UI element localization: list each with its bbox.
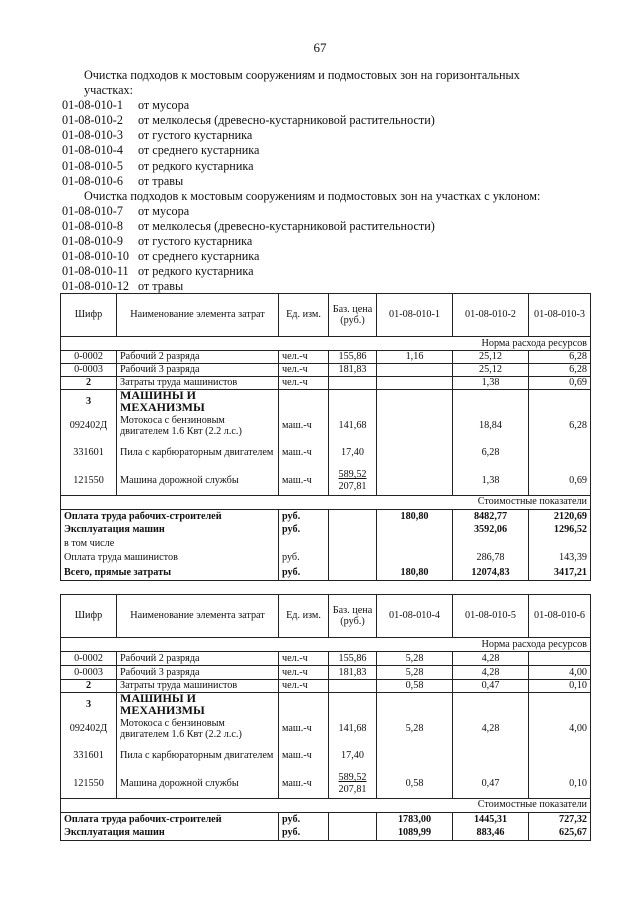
cell-value: 180,80 (377, 509, 453, 523)
item-code: 01-08-010-9 (62, 234, 123, 249)
cell-unit: чел.-ч (279, 351, 329, 364)
cell-value: 3592,06 (453, 523, 529, 537)
resource-table-2 (60, 594, 591, 841)
cell-value (453, 693, 529, 717)
cell-unit: маш.-ч (279, 716, 329, 742)
table-row (61, 523, 591, 537)
cell-value (529, 390, 591, 414)
cell-unit: маш.-ч (279, 439, 329, 467)
table-row (61, 364, 591, 377)
list-item (62, 98, 602, 113)
cell-value: 6,28 (529, 364, 591, 377)
cell-code: 0-0003 (61, 364, 117, 377)
cell-code: 2 (61, 377, 117, 390)
cell-price: 181,83 (329, 364, 377, 377)
price-top: 589,52 (338, 772, 367, 784)
cell-price: 17,40 (329, 439, 377, 467)
table-row (61, 550, 591, 565)
cell-code: 0-0002 (61, 652, 117, 666)
cell-name: Оплата труда рабочих-строителей (61, 812, 279, 826)
cell-value: 6,28 (529, 351, 591, 364)
cell-value (377, 693, 453, 717)
table-row (61, 439, 591, 467)
cell-unit: руб. (279, 523, 329, 537)
item-code: 01-08-010-1 (62, 98, 123, 113)
cell-code: 121550 (61, 467, 117, 495)
cell-name: Мотокоса с бензиновым двигателем 1.6 Квт (2.2 л.с.) (117, 716, 279, 742)
cell-name: Пила с карбюраторным двигателем (117, 742, 279, 770)
cell-value: 1,38 (453, 467, 529, 495)
cell-price (329, 523, 377, 537)
cell-value: 625,67 (529, 826, 591, 840)
resource-table-1 (60, 293, 591, 581)
cell-unit: руб. (279, 565, 329, 580)
item-text: от густого кустарника (138, 234, 253, 249)
section1-heading-cont: участках: (84, 83, 133, 98)
table-row (61, 337, 591, 351)
item-text: от редкого кустарника (138, 158, 254, 173)
cell-value: 18,84 (453, 413, 529, 439)
cell-price (329, 693, 377, 717)
item-text: от мелколесья (древесно-кустарниковой растительности) (138, 218, 435, 233)
list-item (62, 234, 602, 249)
norm-header: Норма расхода ресурсов (61, 337, 591, 351)
cell-price (329, 565, 377, 580)
cell-value: 4,00 (529, 666, 591, 680)
cell-unit: маш.-ч (279, 467, 329, 495)
cell-value: 0,10 (529, 770, 591, 798)
cell-name: Затраты труда машинистов (117, 377, 279, 390)
item-code: 01-08-010-4 (62, 143, 123, 158)
col-price-header: Баз. цена (руб.) (329, 595, 377, 638)
cell-value (453, 390, 529, 414)
cell-value (529, 439, 591, 467)
table-row (61, 693, 591, 717)
cell-price: 181,83 (329, 666, 377, 680)
cell-value: 0,69 (529, 467, 591, 495)
table-header-row (61, 294, 591, 337)
cell-value (377, 537, 453, 550)
table-row (61, 509, 591, 523)
list-item (62, 204, 602, 219)
item-text: от мусора (138, 98, 190, 113)
cell-name: Оплата труда машинистов (61, 550, 279, 565)
cell-value: 0,47 (453, 680, 529, 693)
table-row (61, 537, 591, 550)
cell-code: 092402Д (61, 716, 117, 742)
col-rate-header: 01-08-010-6 (529, 595, 591, 638)
cell-value: 5,28 (377, 716, 453, 742)
table-row (61, 565, 591, 580)
price-top: 589,52 (338, 469, 367, 481)
cell-value (377, 742, 453, 770)
cell-value: 4,28 (453, 652, 529, 666)
table-row (61, 652, 591, 666)
cell-name: МАШИНЫ И МЕХАНИЗМЫ (117, 693, 279, 717)
table-row (61, 666, 591, 680)
cell-value: 12074,83 (453, 565, 529, 580)
list-item (62, 174, 602, 189)
table-header-row (61, 595, 591, 638)
cell-name: Эксплуатация машин (61, 826, 279, 840)
col-code-header: Шифр (61, 595, 117, 638)
cell-price (329, 377, 377, 390)
section2-heading: Очистка подходов к мостовым сооружениям и подмостовых зон на участках с уклоном: (84, 188, 541, 203)
list-item (62, 219, 602, 234)
item-code: 01-08-010-6 (62, 173, 123, 188)
item-text: от мусора (138, 203, 190, 218)
cell-name: Рабочий 3 разряда (117, 364, 279, 377)
table-row (61, 638, 591, 652)
cell-value: 6,28 (453, 439, 529, 467)
cell-price (329, 509, 377, 523)
col-unit-header: Ед. изм. (279, 294, 329, 337)
cell-value: 0,47 (453, 770, 529, 798)
list-item (62, 264, 602, 279)
cell-name: Мотокоса с бензиновым двигателем 1.6 Квт (2.2 л.с.) (117, 413, 279, 439)
cell-name: Всего, прямые затраты (61, 565, 279, 580)
list-item (62, 128, 602, 143)
cell-unit (279, 537, 329, 550)
cell-unit: чел.-ч (279, 652, 329, 666)
price-bottom: 207,81 (338, 480, 367, 492)
cell-value (377, 439, 453, 467)
cell-unit: чел.-ч (279, 680, 329, 693)
table-row (61, 413, 591, 439)
cell-value: 4,00 (529, 716, 591, 742)
norm-header: Норма расхода ресурсов (61, 638, 591, 652)
item-text: от густого кустарника (138, 128, 253, 143)
cell-code: 0-0002 (61, 351, 117, 364)
cell-value (377, 377, 453, 390)
cell-name: Машина дорожной службы (117, 770, 279, 798)
cell-code: 3 (61, 390, 117, 414)
table-row (61, 812, 591, 826)
cell-price: 141,68 (329, 716, 377, 742)
item-code: 01-08-010-5 (62, 158, 123, 173)
cell-value (377, 390, 453, 414)
cell-value: 1296,52 (529, 523, 591, 537)
col-rate-header: 01-08-010-4 (377, 595, 453, 638)
col-name-header: Наименование элемента затрат (117, 294, 279, 337)
cell-value: 8482,77 (453, 509, 529, 523)
table-row (61, 495, 591, 509)
cell-value: 0,69 (529, 377, 591, 390)
cell-value: 1,16 (377, 351, 453, 364)
cell-name: МАШИНЫ И МЕХАНИЗМЫ (117, 390, 279, 414)
list-item (62, 113, 602, 128)
cell-price: 155,86 (329, 351, 377, 364)
cell-value: 727,32 (529, 812, 591, 826)
list-item (62, 159, 602, 174)
cell-price (329, 770, 377, 798)
item-code: 01-08-010-2 (62, 113, 123, 128)
item-code: 01-08-010-12 (62, 279, 130, 294)
item-text: от травы (138, 173, 184, 188)
cell-name: Рабочий 3 разряда (117, 666, 279, 680)
col-unit-header: Ед. изм. (279, 595, 329, 638)
cell-price: 141,68 (329, 413, 377, 439)
cell-value: 5,28 (377, 666, 453, 680)
cell-unit: руб. (279, 812, 329, 826)
col-rate-header: 01-08-010-3 (529, 294, 591, 337)
cell-code: 331601 (61, 742, 117, 770)
cell-value (529, 537, 591, 550)
cell-code: 092402Д (61, 413, 117, 439)
item-code: 01-08-010-7 (62, 203, 123, 218)
cell-price (329, 550, 377, 565)
cell-value: 286,78 (453, 550, 529, 565)
cell-value: 143,39 (529, 550, 591, 565)
cell-name: Оплата труда рабочих-строителей (61, 509, 279, 523)
list-item (62, 249, 602, 264)
cell-unit: руб. (279, 550, 329, 565)
col-code-header: Шифр (61, 294, 117, 337)
cell-price (329, 812, 377, 826)
cell-value (529, 693, 591, 717)
cell-code: 2 (61, 680, 117, 693)
cell-price (329, 680, 377, 693)
cell-value: 180,80 (377, 565, 453, 580)
cell-unit: маш.-ч (279, 413, 329, 439)
cell-code: 3 (61, 693, 117, 717)
cell-unit: руб. (279, 509, 329, 523)
item-text: от среднего кустарника (138, 249, 260, 264)
item-code: 01-08-010-10 (62, 249, 130, 264)
cell-unit: руб. (279, 826, 329, 840)
table-row (61, 390, 591, 414)
cell-value (453, 537, 529, 550)
cell-value: 4,28 (453, 716, 529, 742)
cell-value: 4,28 (453, 666, 529, 680)
cell-value: 5,28 (377, 652, 453, 666)
cell-value (377, 467, 453, 495)
cell-price: 155,86 (329, 652, 377, 666)
table-row (61, 742, 591, 770)
cell-value (377, 364, 453, 377)
section1-heading: Очистка подходов к мостовым сооружениям и подмостовых зон на горизонтальных (84, 68, 520, 82)
item-text: от травы (138, 279, 184, 294)
cell-value: 2120,69 (529, 509, 591, 523)
cell-value: 0,58 (377, 770, 453, 798)
cell-value: 6,28 (529, 413, 591, 439)
cell-value: 0,10 (529, 680, 591, 693)
cell-unit: чел.-ч (279, 666, 329, 680)
cell-value: 3417,21 (529, 565, 591, 580)
cell-price (329, 467, 377, 495)
cell-price (329, 826, 377, 840)
item-text: от среднего кустарника (138, 143, 260, 158)
cell-name: Затраты труда машинистов (117, 680, 279, 693)
col-name-header: Наименование элемента затрат (117, 595, 279, 638)
cell-unit (279, 693, 329, 717)
cell-value: 25,12 (453, 351, 529, 364)
cell-name: Рабочий 2 разряда (117, 652, 279, 666)
cell-unit: маш.-ч (279, 742, 329, 770)
cell-value (377, 523, 453, 537)
item-text: от мелколесья (древесно-кустарниковой растительности) (138, 113, 435, 128)
cell-code: 121550 (61, 770, 117, 798)
cost-header: Стоимостные показатели (61, 798, 591, 812)
cell-name: в том числе (61, 537, 279, 550)
cell-value (377, 413, 453, 439)
cell-value: 1,38 (453, 377, 529, 390)
cell-price: 17,40 (329, 742, 377, 770)
table-row (61, 716, 591, 742)
cell-value (377, 550, 453, 565)
cell-unit: чел.-ч (279, 364, 329, 377)
table-row (61, 798, 591, 812)
cell-name: Эксплуатация машин (61, 523, 279, 537)
cell-value: 1089,99 (377, 826, 453, 840)
cell-name: Пила с карбюраторным двигателем (117, 439, 279, 467)
cell-name: Рабочий 2 разряда (117, 351, 279, 364)
cell-unit: чел.-ч (279, 377, 329, 390)
cell-value: 0,58 (377, 680, 453, 693)
cell-value (529, 652, 591, 666)
item-code: 01-08-010-3 (62, 128, 123, 143)
intro-block (62, 68, 602, 294)
table-row (61, 826, 591, 840)
cost-header: Стоимостные показатели (61, 495, 591, 509)
col-price-header: Баз. цена (руб.) (329, 294, 377, 337)
list-item (62, 143, 602, 158)
page-number: 67 (313, 40, 327, 55)
cell-price (329, 537, 377, 550)
cell-code: 331601 (61, 439, 117, 467)
cell-unit (279, 390, 329, 414)
cell-unit: маш.-ч (279, 770, 329, 798)
cell-value (529, 742, 591, 770)
cell-value: 1445,31 (453, 812, 529, 826)
table-row (61, 351, 591, 364)
cell-value: 1783,00 (377, 812, 453, 826)
cell-value (453, 742, 529, 770)
item-code: 01-08-010-11 (62, 264, 129, 279)
cell-name: Машина дорожной службы (117, 467, 279, 495)
col-rate-header: 01-08-010-5 (453, 595, 529, 638)
col-rate-header: 01-08-010-1 (377, 294, 453, 337)
table-row (61, 770, 591, 798)
cell-value: 883,46 (453, 826, 529, 840)
table-row (61, 467, 591, 495)
col-rate-header: 01-08-010-2 (453, 294, 529, 337)
cell-value: 25,12 (453, 364, 529, 377)
price-bottom: 207,81 (338, 783, 367, 795)
cell-price (329, 390, 377, 414)
item-text: от редкого кустарника (138, 264, 254, 279)
item-code: 01-08-010-8 (62, 218, 123, 233)
cell-code: 0-0003 (61, 666, 117, 680)
